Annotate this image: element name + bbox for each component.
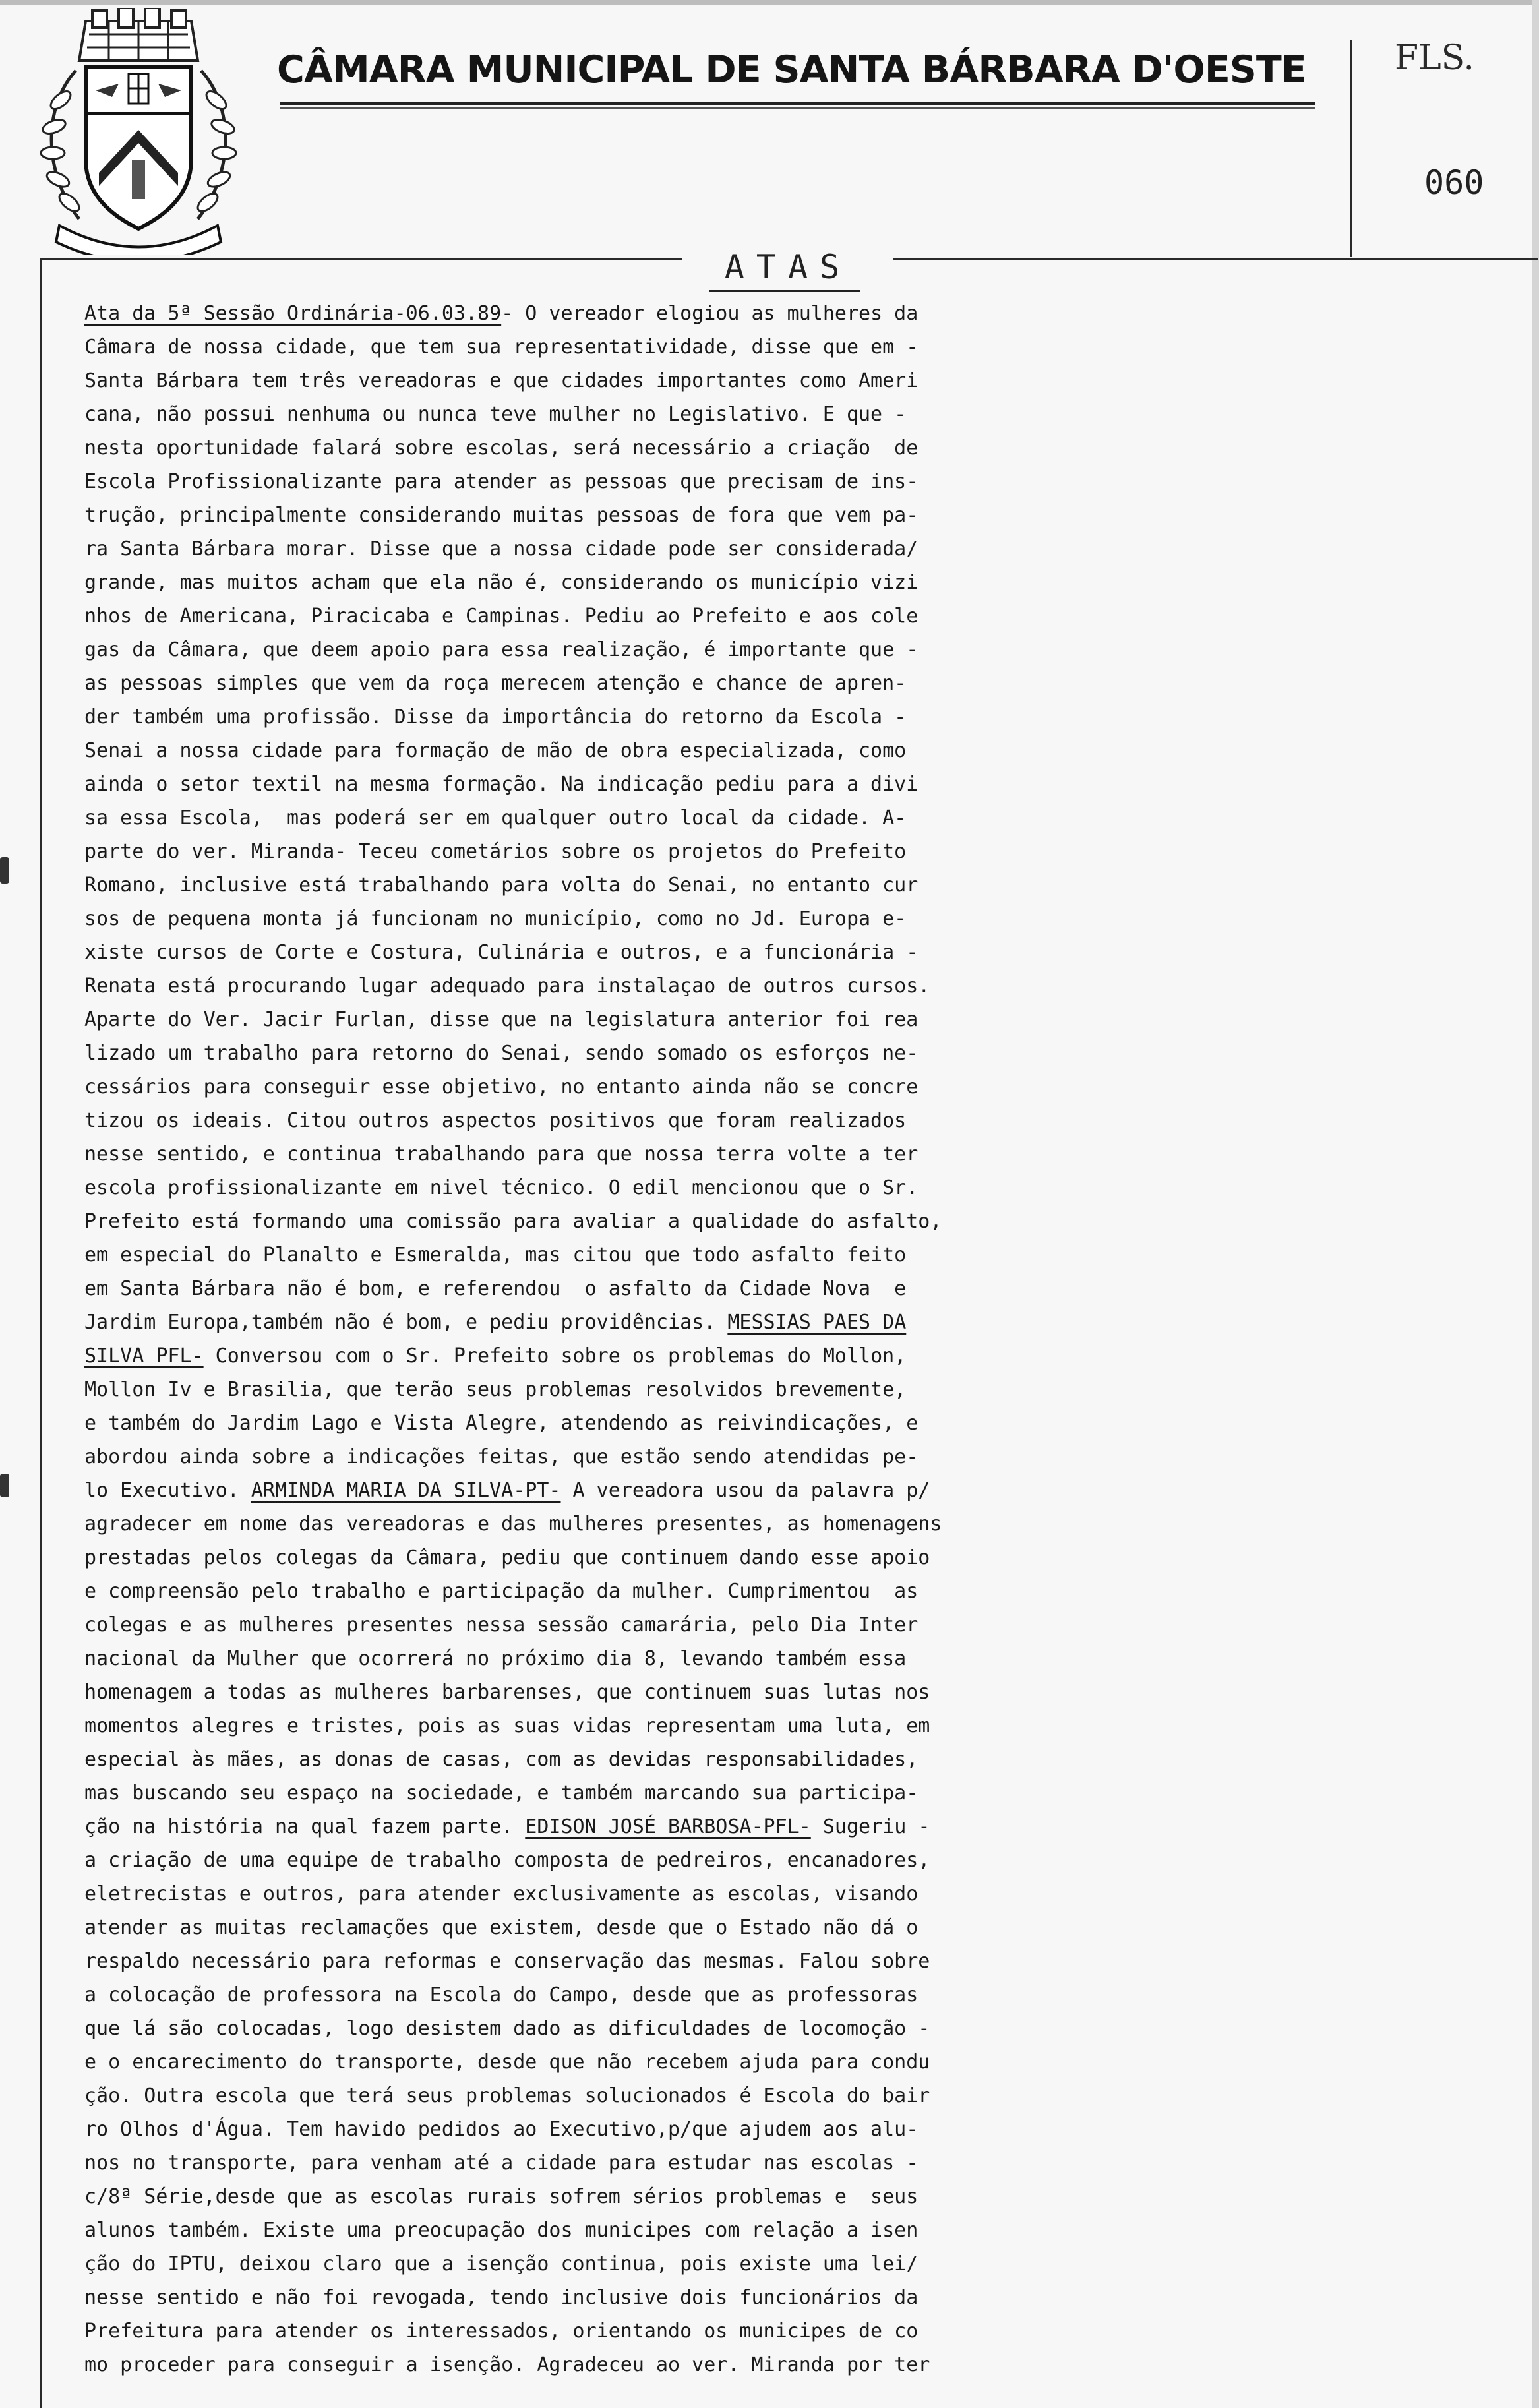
minutes-line (84, 498, 1535, 532)
minutes-line (84, 633, 1535, 667)
minutes-line (84, 1810, 1535, 1844)
line-text: Escola Profissionalizante para atender as pessoas que precisam de ins- (84, 470, 919, 493)
header-divider (1350, 40, 1352, 257)
minutes-line (84, 835, 1535, 868)
line-text: cana, não possui nenhuma ou nunca teve mulher no Legislativo. E que - (84, 403, 907, 426)
line-text: agradecer em nome das vereadoras e das mulheres presentes, as homenagens (84, 1513, 942, 1536)
coat-of-arms-icon (40, 8, 237, 255)
line-text: Prefeito está formando uma comissão para avaliar a qualidade do asfalto, (84, 1210, 942, 1233)
line-text: - O vereador elogiou as mulheres da (501, 302, 919, 325)
line-text: nesta oportunidade falará sobre escolas, será necessário a criação de (84, 436, 919, 460)
line-text: Mollon Iv e Brasilia, que terão seus problemas resolvidos brevemente, (84, 1378, 907, 1401)
line-text: Santa Bárbara tem três vereadoras e que cidades importantes como Ameri (84, 369, 919, 392)
institution-name-text: CÂMARA MUNICIPAL DE SANTA BÁRBARA D'OESTE (277, 48, 1306, 92)
line-text: trução, principalmente considerando muitas pessoas de fora que vem pa- (84, 504, 919, 527)
minutes-line (84, 566, 1535, 599)
frame-left-border (40, 258, 42, 2408)
line-text: escola profissionalizante em nivel técnico. O edil mencionou que o Sr. (84, 1176, 919, 1199)
minutes-line (84, 1238, 1535, 1272)
line-text: e compreensão pelo trabalho e participação da mulher. Cumprimentou as (84, 1580, 919, 1603)
line-text: Aparte do Ver. Jacir Furlan, disse que na legislatura anterior foi rea (84, 1008, 919, 1031)
line-text: prestadas pelos colegas da Câmara, pediu que continuem dando esse apoio (84, 1546, 930, 1569)
line-text: ção. Outra escola que terá seus problemas solucionados é Escola do bair (84, 2084, 930, 2107)
minutes-line (84, 1675, 1535, 1709)
minutes-line (84, 599, 1535, 633)
line-text: parte do ver. Miranda- Teceu cometários sobre os projetos do Prefeito (84, 840, 907, 863)
speaker-name: Ata da 5ª Sessão Ordinária-06.03.89 (84, 302, 502, 325)
line-text: nhos de Americana, Piracicaba e Campinas. Pediu ao Prefeito e aos cole (84, 605, 919, 628)
line-text: a colocação de professora na Escola do Campo, desde que as professoras (84, 1983, 919, 2006)
scan-mark (0, 857, 9, 884)
minutes-line (84, 1037, 1535, 1070)
line-text: nos no transporte, para venham até a cidade para estudar nas escolas - (84, 2152, 919, 2175)
minutes-line (84, 1272, 1535, 1306)
institution-name (277, 37, 1319, 103)
line-text: Sugeriu - (810, 1815, 930, 1838)
minutes-line (84, 2045, 1535, 2079)
line-text: Jardim Europa,também não é bom, e pediu providências. (84, 1311, 728, 1334)
minutes-line (84, 1642, 1535, 1675)
minutes-line (84, 801, 1535, 835)
section-title-box (682, 247, 893, 287)
line-text: Prefeitura para atender os interessados, orientando os municipes de co (84, 2320, 919, 2343)
minutes-line (84, 465, 1535, 498)
minutes-line (84, 1339, 1535, 1373)
minutes-line (84, 1709, 1535, 1743)
line-text: Senai a nossa cidade para formação de mão de obra especializada, como (84, 739, 907, 762)
minutes-line (84, 1541, 1535, 1575)
section-title-underline (709, 290, 860, 292)
minutes-text (84, 297, 1535, 2382)
line-text: alunos também. Existe uma preocupação dos municipes com relação a isen (84, 2219, 919, 2242)
line-text: e o encarecimento do transporte, desde que não recebem ajuda para condu (84, 2051, 930, 2074)
minutes-line (84, 1608, 1535, 1642)
line-text: atender as muitas reclamações que existem, desde que o Estado não dá o (84, 1916, 919, 1939)
minutes-line (84, 364, 1535, 398)
line-text: grande, mas muitos acham que ela não é, considerando os município vizi (84, 571, 919, 594)
line-text: abordou ainda sobre a indicações feitas, que estão sendo atendidas pe- (84, 1445, 919, 1468)
line-text: mo proceder para conseguir a isenção. Agradeceu ao ver. Miranda por ter (84, 2353, 930, 2376)
minutes-line (84, 1373, 1535, 1406)
line-text: que lá são colocadas, logo desistem dado as dificuldades de locomoção - (84, 2017, 930, 2040)
header-rule-thin (280, 107, 1315, 109)
line-text: tizou os ideais. Citou outros aspectos positivos que foram realizados (84, 1109, 907, 1132)
line-text: ra Santa Bárbara morar. Disse que a nossa cidade pode ser considerada/ (84, 537, 919, 560)
line-text: especial às mães, as donas de casas, com as devidas responsabilidades, (84, 1748, 919, 1771)
line-text: ainda o setor textil na mesma formação. Na indicação pediu para a divi (84, 773, 919, 796)
line-text: eletrecistas e outros, para atender exclusivamente as escolas, visando (84, 1882, 919, 1906)
line-text: lizado um trabalho para retorno do Senai, sendo somado os esforços ne- (84, 1042, 919, 1065)
minutes-line (84, 1911, 1535, 1944)
speaker-name: SILVA PFL- (84, 1344, 204, 1368)
minutes-line (84, 902, 1535, 936)
speaker-name: EDISON JOSÉ BARBOSA-PFL- (525, 1815, 811, 1838)
minutes-line (84, 1978, 1535, 2012)
minutes-line (84, 2348, 1535, 2382)
minutes-line (84, 2113, 1535, 2146)
minutes-line (84, 1406, 1535, 1440)
minutes-line (84, 1877, 1535, 1911)
minutes-line (84, 1440, 1535, 1474)
line-text: gas da Câmara, que deem apoio para essa realização, é importante que - (84, 638, 919, 661)
line-text: nacional da Mulher que ocorrerá no próximo dia 8, levando também essa (84, 1647, 907, 1670)
line-text: mas buscando seu espaço na sociedade, e também marcando sua participa- (84, 1782, 919, 1805)
line-text: momentos alegres e tristes, pois as suas vidas representam uma luta, em (84, 1714, 930, 1737)
speaker-name: MESSIAS PAES DA (727, 1311, 907, 1334)
minutes-line (84, 2314, 1535, 2348)
minutes-line (84, 1743, 1535, 1776)
minutes-line (84, 398, 1535, 431)
minutes-line (84, 2281, 1535, 2314)
minutes-line (84, 1205, 1535, 1238)
minutes-line (84, 532, 1535, 566)
line-text: a criação de uma equipe de trabalho composta de pedreiros, encanadores, (84, 1849, 930, 1872)
line-text: Câmara de nossa cidade, que tem sua representatividade, disse que em - (84, 336, 919, 359)
line-text: ção do IPTU, deixou claro que a isenção continua, pois existe uma lei/ (84, 2252, 919, 2275)
line-text: A vereadora usou da palavra p/ (560, 1479, 930, 1502)
line-text: nesse sentido e não foi revogada, tendo inclusive dois funcionários da (84, 2286, 919, 2309)
fls-label: FLS. (1395, 38, 1474, 78)
minutes-line (84, 1944, 1535, 1978)
minutes-line (84, 2180, 1535, 2213)
minutes-line (84, 1776, 1535, 1810)
page-number: 060 (1424, 164, 1484, 202)
minutes-line (84, 1003, 1535, 1037)
scan-edge-top (0, 0, 1539, 5)
minutes-line (84, 1306, 1535, 1339)
minutes-line (84, 1474, 1535, 1507)
line-text: der também uma profissão. Disse da importância do retorno da Escola - (84, 706, 907, 729)
minutes-line (84, 667, 1535, 700)
line-text: Renata está procurando lugar adequado para instalaçao de outros cursos. (84, 975, 930, 998)
header-rule (280, 102, 1315, 105)
line-text: ção na história na qual fazem parte. (84, 1815, 526, 1838)
minutes-line (84, 700, 1535, 734)
line-text: as pessoas simples que vem da roça merecem atenção e chance de apren- (84, 672, 907, 695)
minutes-line (84, 868, 1535, 902)
line-text: homenagem a todas as mulheres barbarenses, que continuem suas lutas nos (84, 1681, 930, 1704)
line-text: nesse sentido, e continua trabalhando para que nossa terra volte a ter (84, 1143, 919, 1166)
minutes-line (84, 936, 1535, 969)
minutes-line (84, 1507, 1535, 1541)
minutes-line (84, 1070, 1535, 1104)
line-text: Conversou com o Sr. Prefeito sobre os problemas do Mollon, (203, 1344, 907, 1368)
minutes-line (84, 734, 1535, 768)
line-text: Romano, inclusive está trabalhando para volta do Senai, no entanto cur (84, 874, 919, 897)
line-text: colegas e as mulheres presentes nessa sessão camarária, pelo Dia Inter (84, 1613, 919, 1637)
line-text: c/8ª Série,desde que as escolas rurais sofrem sérios problemas e seus (84, 2185, 919, 2208)
minutes-line (84, 969, 1535, 1003)
line-text: e também do Jardim Lago e Vista Alegre, atendendo as reivindicações, e (84, 1412, 919, 1435)
minutes-line (84, 1844, 1535, 1877)
minutes-line (84, 2213, 1535, 2247)
line-text: sa essa Escola, mas poderá ser em qualquer outro local da cidade. A- (84, 806, 907, 829)
speaker-name: ARMINDA MARIA DA SILVA-PT- (251, 1479, 561, 1502)
minutes-line (84, 2146, 1535, 2180)
line-text: em especial do Planalto e Esmeralda, mas citou que todo asfalto feito (84, 1244, 907, 1267)
minutes-line (84, 1137, 1535, 1171)
minutes-line (84, 1575, 1535, 1608)
minutes-line (84, 1171, 1535, 1205)
scan-mark (0, 1474, 9, 1497)
line-text: cessários para conseguir esse objetivo, no entanto ainda não se concre (84, 1075, 919, 1099)
minutes-line (84, 2079, 1535, 2113)
line-text: ro Olhos d'Água. Tem havido pedidos ao Executivo,p/que ajudem aos alu- (84, 2118, 919, 2141)
minutes-line (84, 2247, 1535, 2281)
line-text: lo Executivo. (84, 1479, 251, 1502)
minutes-line (84, 297, 1535, 330)
minutes-line (84, 1104, 1535, 1137)
line-text: xiste cursos de Corte e Costura, Culinária e outros, e a funcionária - (84, 941, 919, 964)
line-text: sos de pequena monta já funcionam no município, como no Jd. Europa e- (84, 907, 907, 930)
section-title: ATAS (724, 248, 852, 286)
minutes-line (84, 330, 1535, 364)
minutes-line (84, 768, 1535, 801)
line-text: respaldo necessário para reformas e conservação das mesmas. Falou sobre (84, 1950, 930, 1973)
minutes-line (84, 2012, 1535, 2045)
minutes-line (84, 431, 1535, 465)
line-text: em Santa Bárbara não é bom, e referendou o asfalto da Cidade Nova e (84, 1277, 907, 1300)
